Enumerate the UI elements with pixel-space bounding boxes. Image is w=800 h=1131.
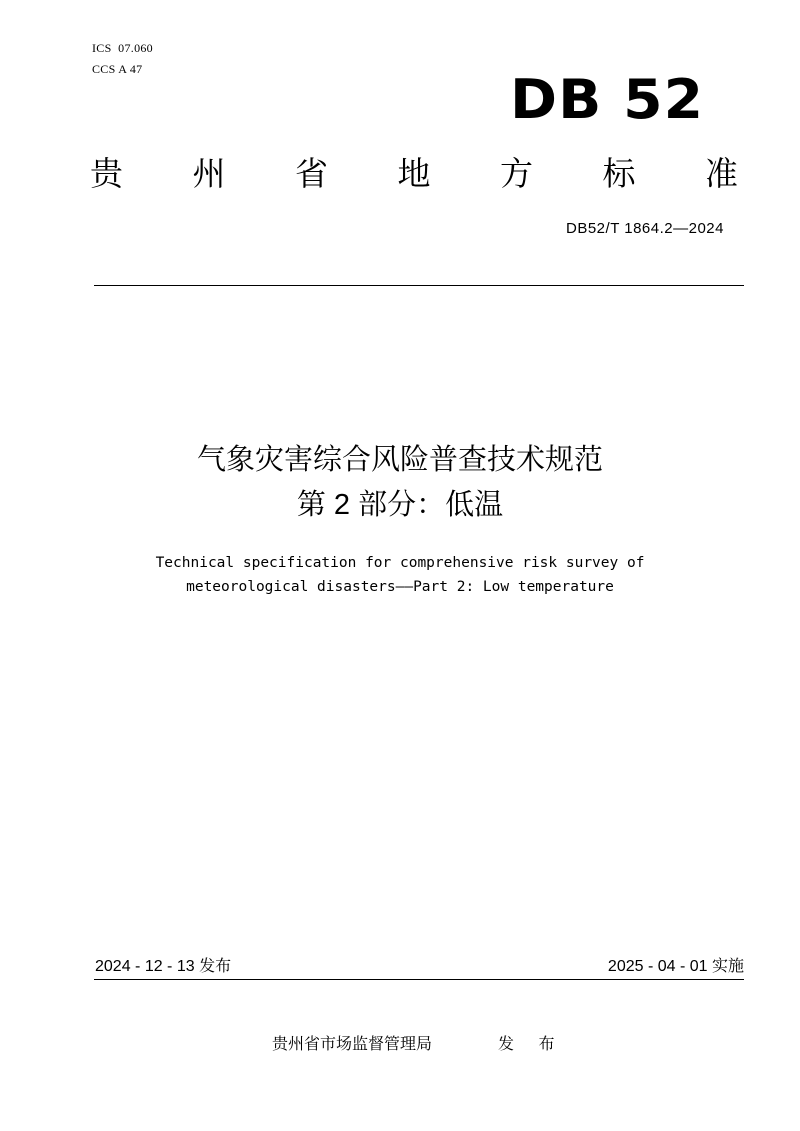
publisher-name: 贵州省市场监督管理局 [272, 1036, 433, 1053]
document-title-en-line2: meteorological disasters——Part 2: Low temperature [186, 579, 614, 595]
standard-type-title [90, 152, 738, 196]
standard-type-char: 省 [295, 155, 328, 192]
document-title-cn: 气象灾害综合风险普查技术规范 [196, 444, 603, 476]
publish-label: 发 布 [498, 1036, 565, 1053]
standard-type-char: 地 [397, 155, 431, 192]
issue-date: 2024 - 12 - 13 发布 [95, 958, 232, 975]
standard-type-char: 准 [705, 155, 738, 192]
ccs-code: CCS A 47 [92, 62, 143, 76]
standard-number: DB52/T 1864.2—2024 [566, 220, 724, 237]
footer-divider [94, 979, 744, 980]
classification-codes [92, 38, 153, 80]
standard-mark: DB 52 [510, 68, 705, 131]
header-divider [94, 285, 744, 286]
standard-type-char: 标 [602, 155, 636, 192]
standard-type-char: 州 [192, 155, 226, 192]
ics-code: ICS 07.060 [92, 41, 153, 55]
implementation-date: 2025 - 04 - 01 实施 [607, 958, 744, 975]
document-subtitle-cn: 第 2 部分：低温 [296, 489, 504, 521]
document-title-en-line1: Technical specification for comprehensive risk survey of [155, 555, 645, 571]
standard-type-char: 方 [500, 155, 533, 192]
standard-type-char: 贵 [90, 155, 123, 192]
